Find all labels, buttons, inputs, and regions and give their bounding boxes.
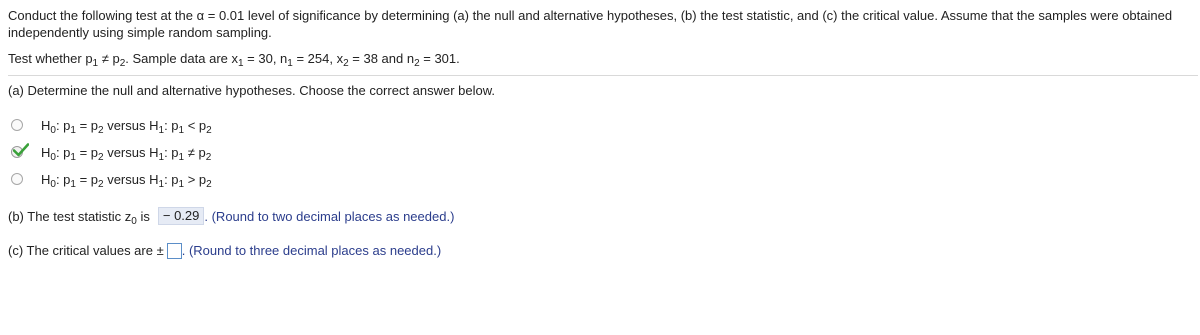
subscript: 1 bbox=[70, 151, 76, 163]
part-c-label: (c) The critical values are ± bbox=[8, 243, 164, 258]
part-b-hint: . (Round to two decimal places as needed.) bbox=[204, 208, 455, 224]
option-part: H bbox=[41, 117, 51, 133]
option-not-equal[interactable] bbox=[8, 140, 1192, 164]
alpha-symbol: α bbox=[196, 8, 205, 23]
subscript: 2 bbox=[98, 124, 104, 136]
subscript: 1 bbox=[287, 58, 293, 69]
subscript: 1 bbox=[70, 178, 76, 190]
option-text bbox=[41, 117, 212, 134]
subscript: 2 bbox=[343, 58, 349, 69]
option-text bbox=[41, 144, 211, 161]
subscript: 2 bbox=[206, 178, 212, 190]
subscript: 1 bbox=[178, 151, 185, 163]
answer-options bbox=[8, 113, 1192, 191]
subscript: 0 bbox=[50, 178, 56, 190]
option-part: versus H bbox=[103, 171, 159, 187]
option-less-than[interactable] bbox=[8, 113, 1192, 137]
subscript: 2 bbox=[414, 58, 420, 69]
subscript: 1 bbox=[70, 124, 76, 136]
option-part: > p bbox=[184, 171, 207, 187]
subscript: 1 bbox=[158, 178, 165, 190]
problem-intro: Conduct the following test at the bbox=[8, 8, 197, 23]
test-text: = 254, x bbox=[292, 51, 344, 66]
test-text: Test whether p bbox=[8, 51, 93, 66]
option-greater-than[interactable] bbox=[8, 167, 1192, 191]
option-text bbox=[41, 171, 212, 188]
subscript: 2 bbox=[119, 58, 126, 69]
subscript: 1 bbox=[92, 58, 99, 69]
checkmark-icon bbox=[13, 143, 29, 157]
test-statistic-answer: − 0.29 bbox=[158, 207, 205, 225]
option-part: H bbox=[41, 144, 51, 160]
option-part: : p bbox=[164, 117, 179, 133]
option-part: versus H bbox=[103, 144, 159, 160]
option-part: versus H bbox=[103, 117, 159, 133]
subscript: 1 bbox=[178, 178, 185, 190]
test-statement bbox=[8, 50, 1192, 67]
subscript: 0 bbox=[50, 124, 56, 136]
subscript: 0 bbox=[50, 151, 56, 163]
test-text: = 38 and n bbox=[348, 51, 415, 66]
part-c bbox=[8, 242, 1192, 259]
option-part: = p bbox=[75, 117, 99, 133]
part-b-label bbox=[8, 208, 150, 225]
divider bbox=[8, 75, 1198, 76]
critical-value-input[interactable] bbox=[167, 243, 182, 259]
test-text: = 30, n bbox=[243, 51, 288, 66]
part-b-label-text: is bbox=[136, 208, 150, 224]
subscript: 2 bbox=[98, 178, 104, 190]
test-text: . Sample data are x bbox=[125, 51, 238, 66]
part-b-label-text: (b) The test statistic z bbox=[8, 208, 132, 224]
subscript: 1 bbox=[178, 124, 185, 136]
subscript: 0 bbox=[131, 215, 137, 227]
option-part: H bbox=[41, 171, 51, 187]
radio-button-selected[interactable] bbox=[11, 146, 23, 158]
problem-intro-rest: = 0.01 level of significance by determining (a) the null and alternative hypotheses, (b) the test statistic, and (c) the critical value. Assume that the samples were obtained independently using simple random sampling. bbox=[8, 8, 1173, 40]
subscript: 2 bbox=[98, 151, 104, 163]
option-part: = p bbox=[75, 144, 99, 160]
part-a-label: (a) Determine the null and alternative hypotheses. Choose the correct answer below. bbox=[8, 83, 496, 98]
option-part: < p bbox=[184, 117, 207, 133]
subscript: 1 bbox=[158, 151, 165, 163]
subscript: 2 bbox=[205, 151, 212, 163]
problem-statement bbox=[8, 7, 1192, 41]
option-part: = p bbox=[75, 171, 99, 187]
option-part: : p bbox=[164, 171, 179, 187]
option-part: ≠ p bbox=[184, 144, 206, 160]
subscript: 1 bbox=[238, 58, 244, 69]
option-part: : p bbox=[55, 144, 71, 160]
test-text: ≠ p bbox=[98, 51, 120, 66]
option-part: : p bbox=[55, 117, 71, 133]
option-part: : p bbox=[55, 171, 71, 187]
radio-button[interactable] bbox=[11, 119, 23, 131]
subscript: 1 bbox=[158, 124, 165, 136]
part-c-hint: . (Round to three decimal places as needed.) bbox=[181, 243, 442, 258]
subscript: 2 bbox=[206, 124, 212, 136]
radio-button[interactable] bbox=[11, 173, 23, 185]
option-part: : p bbox=[164, 144, 179, 160]
test-text: = 301. bbox=[419, 51, 460, 66]
part-b bbox=[8, 207, 1192, 225]
